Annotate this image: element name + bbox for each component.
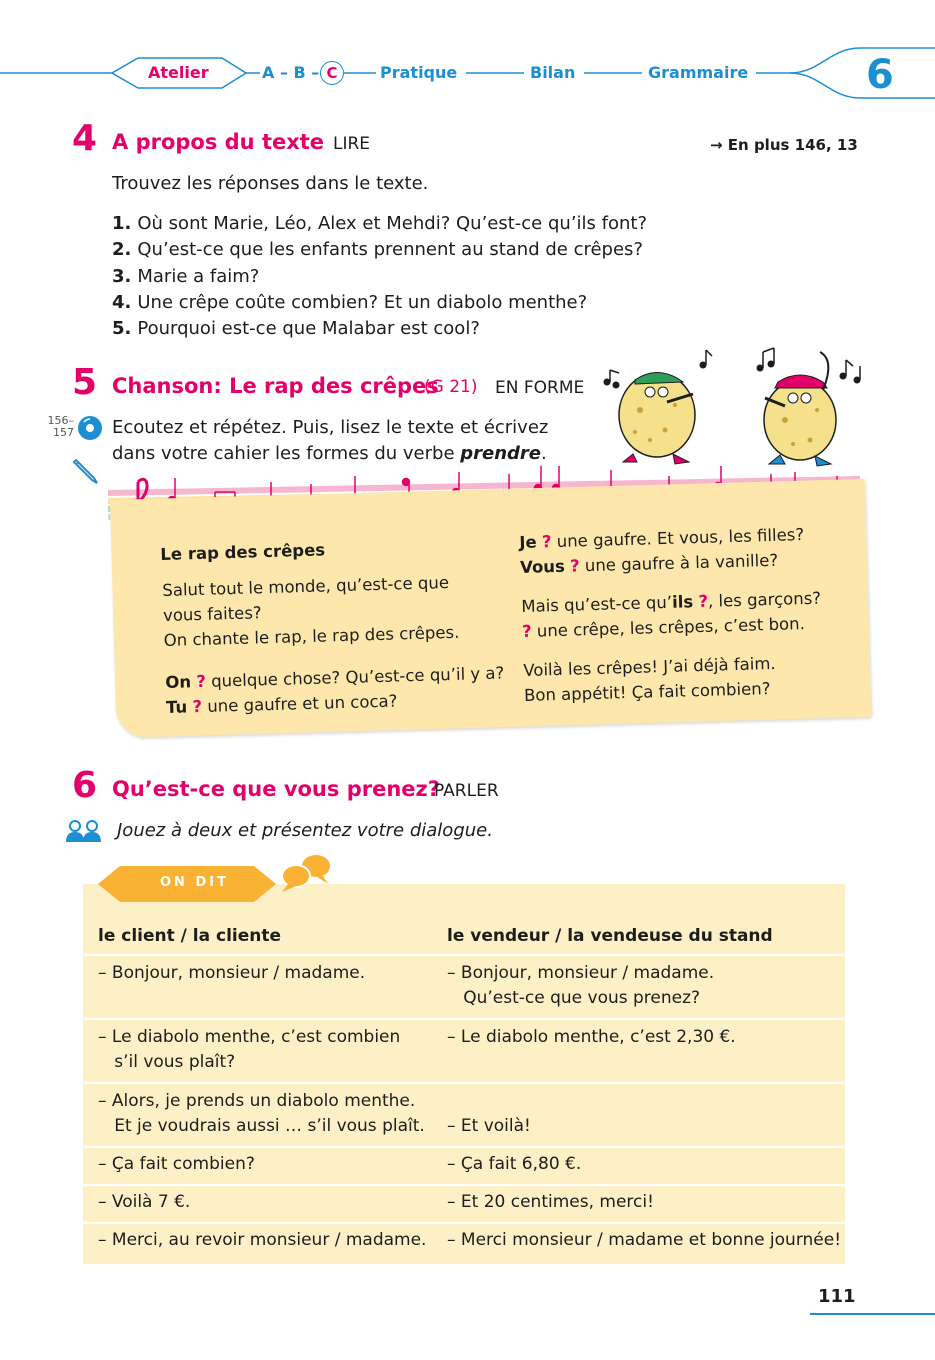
- reference-link[interactable]: → En plus 146, 13: [710, 136, 858, 154]
- nav-tab-atelier[interactable]: Atelier: [148, 63, 209, 82]
- question-item: 2. Qu’est-ce que les enfants prennent au stand de crêpes?: [112, 239, 643, 261]
- question-item: 4. Une crêpe coûte combien? Et un diabolo menthe?: [112, 291, 588, 313]
- audio-cd-icon[interactable]: [76, 414, 104, 442]
- chapter-navigation: [0, 0, 935, 110]
- instruction-text-5b: dans votre cahier les formes du verbe prendre.: [112, 443, 547, 464]
- exercise-title-6: Qu’est-ce que vous prenez?: [112, 777, 440, 801]
- vendor-line: – Ça fait 6,80 €.: [447, 1154, 582, 1174]
- instruction-text-4: Trouvez les réponses dans le texte.: [112, 173, 429, 194]
- exercise-number-4: 4: [72, 118, 98, 159]
- grammar-reference[interactable]: (G 21): [424, 377, 478, 397]
- table-row: [83, 1148, 845, 1186]
- page-number: 111: [818, 1286, 856, 1307]
- question-item: 3. Marie a faim?: [112, 265, 260, 287]
- pencil-icon: [70, 456, 100, 486]
- nav-tab-ab[interactable]: A – B –: [262, 63, 320, 82]
- table-row: [83, 1224, 845, 1262]
- exercise-title-5: Chanson: Le rap des crêpes: [112, 374, 439, 398]
- song-stanza-5: Voilà les crêpes! J’ai déjà faim. Bon appétit! Ça fait combien?: [523, 653, 776, 705]
- client-line: – Ça fait combien?: [98, 1154, 255, 1174]
- instruction-text-6: Jouez à deux et présentez votre dialogue.: [117, 820, 493, 841]
- question-list: [112, 211, 647, 342]
- pair-work-icon: [64, 818, 104, 844]
- vendor-line: – Merci monsieur / madame et bonne journée!: [447, 1230, 842, 1250]
- chapter-number: 6: [866, 52, 894, 98]
- speech-bubbles-icon: [278, 852, 334, 892]
- exercise-title-4: A propos du texte: [112, 130, 325, 154]
- exercise-skill-5: EN FORME: [495, 378, 585, 398]
- exercise-number-5: 5: [72, 362, 98, 403]
- vendor-line: – Et voilà!: [447, 1116, 531, 1136]
- song-stanza-2: On ? quelque chose? Qu’est-ce qu’il y a? Tu ? une gaufre et un coca?: [165, 663, 505, 717]
- nav-tab-bilan[interactable]: Bilan: [530, 63, 576, 82]
- client-line: – Alors, je prends un diabolo menthe. Et je voudrais aussi … s’il vous plaît.: [98, 1091, 425, 1136]
- page-number-rule: [810, 1313, 935, 1315]
- song-stanza-1: Salut tout le monde, qu’est-ce que vous faites? On chante le rap, le rap des crêpes.: [162, 572, 460, 650]
- column-header-client: le client / la cliente: [98, 926, 282, 946]
- table-row: [83, 1020, 845, 1084]
- exercise-skill-6: PARLER: [434, 781, 499, 801]
- question-item: 1. Où sont Marie, Léo, Alex et Mehdi? Qu’est-ce qu’ils font?: [112, 213, 648, 234]
- rapping-crepes-illustration: [595, 340, 875, 470]
- table-row: [83, 1186, 845, 1224]
- vendor-line: – Et 20 centimes, merci!: [447, 1192, 654, 1212]
- song-stanza-3: Je ? une gaufre. Et vous, les filles? Vous ? une gaufre à la vanille?: [519, 525, 805, 577]
- nav-tab-grammaire[interactable]: Grammaire: [648, 63, 749, 82]
- instruction-text-5a: Ecoutez et répétez. Puis, lisez le texte et écrivez: [112, 417, 549, 438]
- ondit-label: ON DIT: [160, 875, 229, 890]
- exercise-number-6: 6: [72, 765, 98, 806]
- question-item: 5. Pourquoi est-ce que Malabar est cool?: [112, 318, 480, 340]
- nav-lines: [0, 0, 935, 110]
- client-line: – Merci, au revoir monsieur / madame.: [98, 1230, 427, 1250]
- client-line: – Bonjour, monsieur / madame.: [98, 963, 366, 983]
- column-header-vendor: le vendeur / la vendeuse du stand: [447, 926, 773, 946]
- table-row: [83, 956, 845, 1020]
- table-row: [83, 1084, 845, 1148]
- exercise-skill-4: LIRE: [333, 134, 371, 154]
- song-title: Le rap des crêpes: [160, 540, 326, 564]
- client-line: – Voilà 7 €.: [98, 1192, 191, 1212]
- song-stanza-4: Mais qu’est-ce qu’ils ?, les garçons? ? une crêpe, les crêpes, c’est bon.: [521, 588, 822, 641]
- client-line: – Le diabolo menthe, c’est combien s’il vous plaît?: [98, 1027, 401, 1072]
- nav-tab-c[interactable]: C: [320, 61, 344, 85]
- vendor-line: – Le diabolo menthe, c’est 2,30 €.: [447, 1027, 736, 1047]
- audio-track-number: 156– 157: [47, 414, 74, 439]
- nav-tab-pratique[interactable]: Pratique: [380, 63, 458, 82]
- vendor-line: – Bonjour, monsieur / madame. Qu’est-ce que vous prenez?: [447, 963, 715, 1008]
- table-header-row: [83, 916, 845, 956]
